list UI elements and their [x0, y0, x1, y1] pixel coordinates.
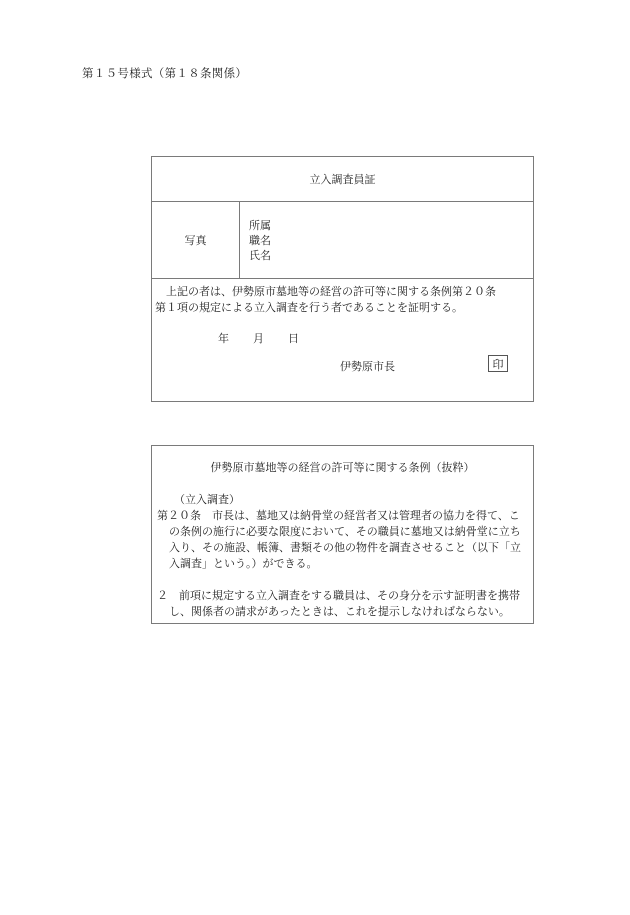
info-fields: [249, 218, 271, 263]
inspector-id-card: [151, 156, 534, 402]
certification-line: 第１項の規定による立入調査を行う者であることを証明する。: [155, 301, 463, 314]
card-title: 立入調査員証: [152, 157, 533, 202]
date-day: 日: [288, 332, 299, 345]
excerpt-title: 伊勢原市墓地等の経営の許可等に関する条例（抜粋）: [210, 461, 475, 474]
field-affiliation: 所属: [249, 219, 271, 232]
issue-date: [218, 330, 299, 346]
field-position: 職名: [249, 234, 271, 247]
excerpt-body: [157, 492, 529, 620]
article-20-paragraph-2: ２ 前項に規定する立入調査をする職員は、その身分を示す証明書を携帯し、関係者の請求があったときは、これを提示しなければならない。: [157, 589, 520, 618]
date-month: 月: [253, 332, 264, 345]
ordinance-excerpt: [151, 445, 534, 624]
certification-line: 上記の者は、伊勢原市墓地等の経営の許可等に関する条例第２０条: [155, 285, 496, 298]
form-number: 第１５号様式（第１８条関係）: [82, 66, 248, 80]
certification-text: [155, 284, 533, 316]
article-20: 第２０条 市長は、墓地又は納骨堂の経営者又は管理者の協力を得て、この条例の施行に必要な限度において、その職員に墓地又は納骨堂に立ち入り、その施設、帳簿、書類その他の物件を調査させること（以下「立入調査」という。）ができる。: [157, 509, 521, 570]
photo-label: 写真: [184, 234, 207, 247]
field-name: 氏名: [249, 249, 271, 262]
article-heading: （立入調査）: [174, 493, 240, 506]
date-year: 年: [218, 332, 229, 345]
photo-placeholder: [152, 202, 240, 278]
issuer-name: 伊勢原市長: [340, 360, 395, 373]
photo-row: [152, 202, 533, 279]
seal-mark: 印: [488, 355, 508, 372]
